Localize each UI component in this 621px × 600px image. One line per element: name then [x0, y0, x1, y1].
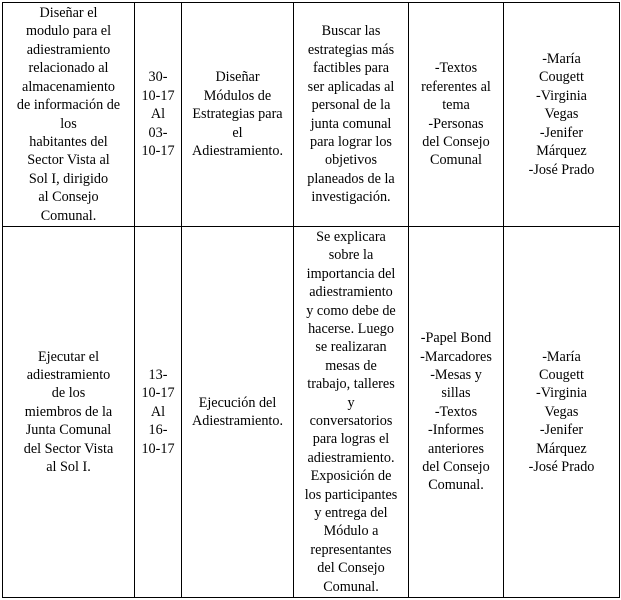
- cell-text-line: referentes al: [421, 78, 491, 95]
- cell-text-line: planeados de la: [307, 170, 395, 187]
- cell-text-line: 10-17: [141, 87, 175, 104]
- cell-text-line: trabajo, talleres: [307, 376, 395, 393]
- cell-text-line: 30-: [148, 69, 168, 86]
- cell-text-line: para logras el: [312, 431, 390, 448]
- table-row: [3, 3, 620, 227]
- cell-text-line: 13-: [148, 366, 168, 383]
- objective-cell: [3, 227, 135, 598]
- cell-text-line: -Personas: [428, 115, 484, 132]
- cell-text-line: Cougett: [539, 366, 584, 383]
- cell-text-line: y entrega del: [314, 505, 388, 522]
- cell-text-line: factibles para: [312, 60, 389, 77]
- cell-text-line: relacionado al: [28, 60, 109, 77]
- cell-text-line: estrategias más: [307, 41, 395, 58]
- cell-text-line: Ejecución del: [198, 394, 277, 411]
- date-cell: [135, 227, 182, 598]
- cell-text-line: -José Prado: [528, 459, 595, 476]
- cell-text-line: hacerse. Luego: [308, 320, 394, 337]
- cell-text-line: Cougett: [539, 69, 584, 86]
- resources-cell: [409, 3, 504, 227]
- table-row: [3, 227, 620, 598]
- cell-text-line: sobre la: [328, 247, 374, 264]
- strategy-cell: [294, 3, 409, 227]
- cell-text-line: mesas de: [325, 357, 377, 374]
- cell-text-line: del Consejo: [422, 459, 490, 476]
- cell-text-line: al Consejo: [38, 189, 99, 206]
- cell-text-line: del Consejo: [422, 133, 490, 150]
- cell-text-line: 16-: [148, 422, 168, 439]
- strategy-cell: [294, 227, 409, 598]
- cell-text-line: importancia del: [306, 265, 396, 282]
- responsible-cell: [504, 227, 620, 598]
- cell-text-line: sillas: [441, 385, 471, 402]
- cell-text-line: 03-: [148, 124, 168, 141]
- cell-text-line: el: [232, 124, 243, 141]
- cell-text-line: Vegas: [544, 403, 579, 420]
- cell-text-line: del Consejo: [317, 560, 385, 577]
- cell-text-line: anteriores: [428, 440, 484, 457]
- cell-text-line: junta comunal: [310, 115, 392, 132]
- cell-text-line: -José Prado: [528, 161, 595, 178]
- cell-text-line: los participantes: [304, 486, 398, 503]
- cell-text-line: habitantes del: [29, 133, 108, 150]
- cell-text-line: de los: [51, 385, 86, 402]
- date-cell: [135, 3, 182, 227]
- cell-text-line: para lograr los: [310, 133, 392, 150]
- cell-text-line: ser aplicadas al: [307, 78, 395, 95]
- cell-text-line: Se explicara: [316, 228, 386, 245]
- cell-text-line: Sol I, dirigido: [28, 170, 109, 187]
- cell-text-line: Exposición de: [310, 468, 392, 485]
- cell-text-line: Adiestramiento.: [191, 143, 283, 160]
- cell-text-line: -Papel Bond: [420, 330, 492, 347]
- cell-text-line: se realizaran: [315, 339, 387, 356]
- responsible-cell: [504, 3, 620, 227]
- cell-text-line: Vegas: [544, 106, 579, 123]
- cell-text-line: Sector Vista al: [27, 152, 110, 169]
- cell-text-line: y como debe de: [306, 302, 396, 319]
- cell-text-line: Márquez: [536, 143, 587, 160]
- cell-text-line: tema: [442, 97, 470, 114]
- cell-text-line: -Textos: [434, 60, 478, 77]
- objective-cell: [3, 3, 135, 227]
- cell-text-line: -María: [542, 348, 581, 365]
- cell-text-line: Ejecutar el: [37, 348, 100, 365]
- cell-text-line: los: [60, 115, 77, 132]
- cell-text-line: adiestramiento.: [307, 449, 395, 466]
- cell-text-line: Diseñar el: [39, 5, 98, 22]
- cell-text-line: 10-17: [141, 143, 175, 160]
- cell-text-line: Junta Comunal: [25, 422, 112, 439]
- cell-text-line: Márquez: [536, 440, 587, 457]
- cell-text-line: Estrategias para: [192, 106, 283, 123]
- cell-text-line: representantes: [310, 541, 392, 558]
- cell-text-line: de información de: [16, 97, 121, 114]
- cell-text-line: Adiestramiento.: [191, 413, 283, 429]
- cell-text-line: Comunal: [429, 152, 483, 169]
- cell-text-line: almacenamiento: [22, 78, 115, 95]
- cell-text-line: -Jenifer: [539, 422, 584, 439]
- cell-text-line: 10-17: [141, 440, 175, 457]
- cell-text-line: miembros de la: [24, 403, 113, 420]
- cell-text-line: Módulo a: [323, 523, 379, 540]
- cell-text-line: objetivos: [324, 152, 378, 169]
- cell-text-line: Comunal.: [428, 477, 484, 494]
- cell-text-line: del Sector Vista: [23, 440, 114, 457]
- resources-cell: [409, 227, 504, 598]
- cell-text-line: -Marcadores: [420, 348, 492, 365]
- cell-text-line: -María: [542, 51, 581, 68]
- cell-text-line: Módulos de: [203, 87, 272, 104]
- cell-text-line: personal de la: [311, 97, 391, 114]
- cell-text-line: -Virginia: [536, 385, 587, 402]
- cell-text-line: Buscar las: [321, 23, 381, 40]
- cell-text-line: Comunal.: [40, 207, 97, 224]
- cell-text-line: adiestramiento: [309, 284, 393, 301]
- cell-text-line: conversatorios: [309, 413, 393, 429]
- cell-text-line: -Virginia: [536, 87, 587, 104]
- cell-text-line: -Informes: [428, 422, 484, 439]
- cell-text-line: modulo para el: [25, 23, 112, 40]
- cell-text-line: al Sol I.: [46, 459, 91, 476]
- cell-text-line: Al: [150, 106, 166, 123]
- cell-text-line: -Jenifer: [539, 124, 584, 141]
- cell-text-line: Al: [150, 403, 166, 420]
- cell-text-line: y: [347, 394, 355, 411]
- cell-text-line: Diseñar: [215, 69, 260, 86]
- activities-table: [2, 2, 620, 598]
- cell-text-line: Comunal.: [323, 578, 379, 595]
- activity-cell: [182, 227, 294, 598]
- cell-text-line: adiestramiento: [26, 41, 111, 58]
- cell-text-line: investigación.: [311, 189, 391, 206]
- cell-text-line: 10-17: [141, 385, 175, 402]
- activity-cell: [182, 3, 294, 227]
- cell-text-line: -Mesas y: [430, 366, 482, 383]
- cell-text-line: -Textos: [434, 403, 478, 420]
- cell-text-line: adiestramiento: [26, 366, 111, 383]
